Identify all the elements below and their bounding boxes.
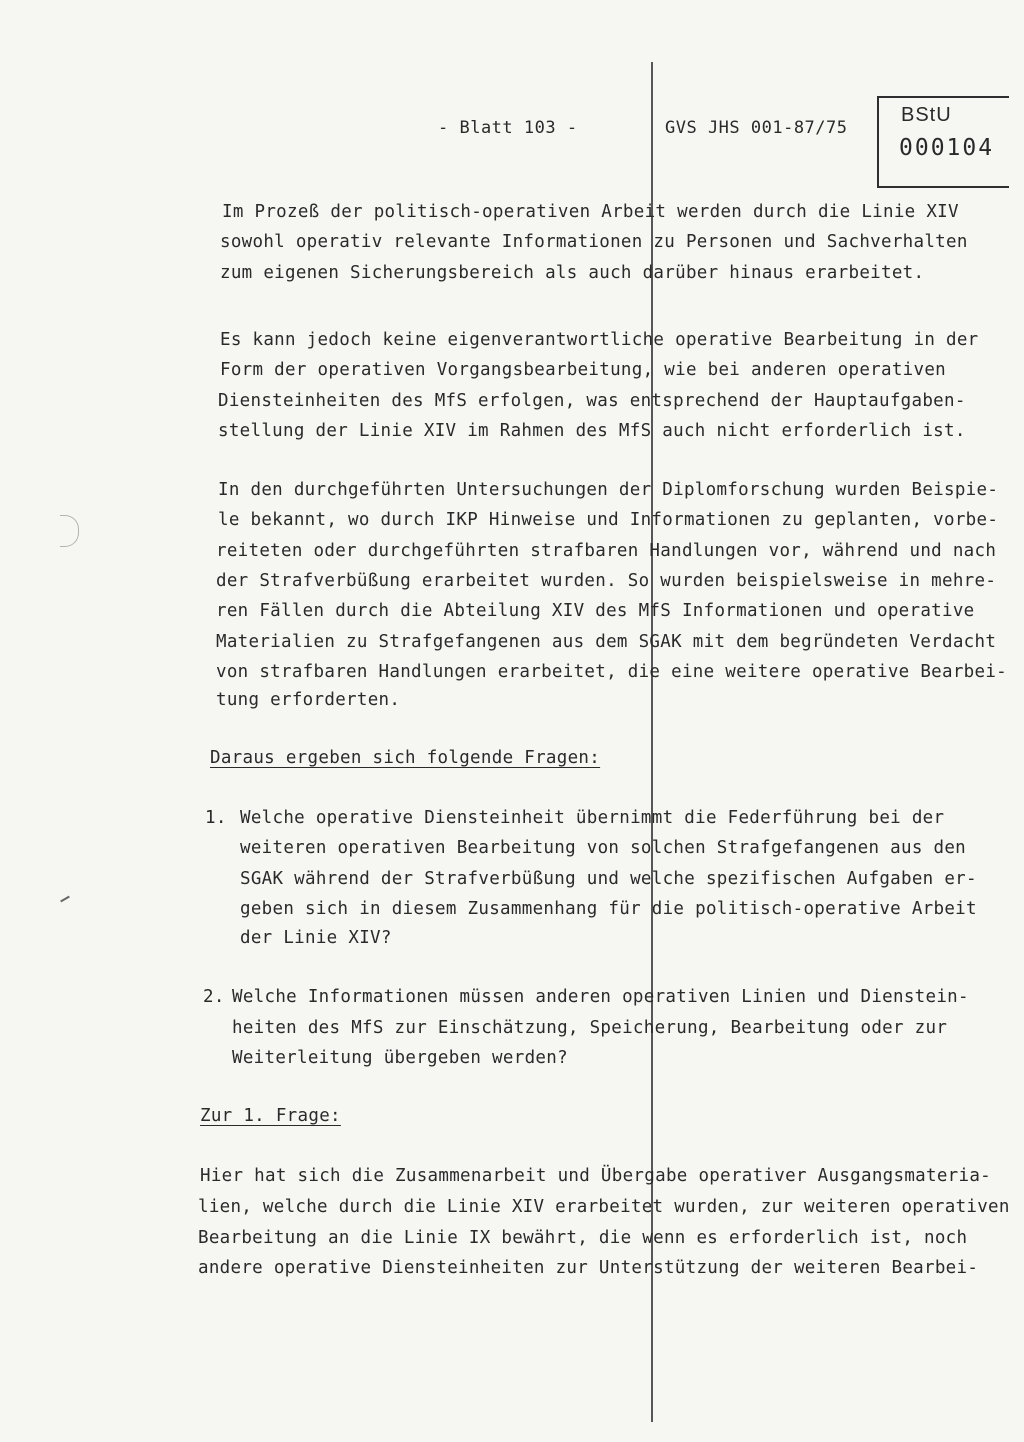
document-reference: GVS JHS 001-87/75	[665, 118, 848, 138]
text-line: le bekannt, wo durch IKP Hinweise und Informationen zu geplanten, vorbe-	[218, 510, 999, 530]
text-line: lien, welche durch die Linie XIV erarbeitet wurden, zur weiteren operativen	[198, 1197, 1010, 1217]
margin-mark	[60, 515, 79, 547]
text-line: heiten des MfS zur Einschätzung, Speicherung, Bearbeitung oder zur	[232, 1018, 948, 1038]
answer-heading: Zur 1. Frage:	[200, 1106, 341, 1126]
stamp-label: BStU	[901, 104, 952, 126]
text-line: Hier hat sich die Zusammenarbeit und Übergabe operativer Ausgangsmateria-	[200, 1166, 992, 1186]
text-line: Welche operative Diensteinheit übernimmt die Federführung bei der	[240, 808, 945, 828]
text-line: SGAK während der Strafverbüßung und welche spezifischen Aufgaben er-	[240, 869, 977, 889]
archive-stamp	[877, 96, 1009, 188]
text-line: Weiterleitung übergeben werden?	[232, 1048, 568, 1068]
text-line: der Strafverbüßung erarbeitet wurden. So wurden beispielsweise in mehre-	[216, 571, 997, 591]
page-number: - Blatt 103 -	[438, 118, 578, 138]
text-line: Welche Informationen müssen anderen operativen Linien und Dienstein-	[232, 987, 969, 1007]
text-line: Form der operativen Vorgangsbearbeitung, wie bei anderen operativen	[220, 360, 947, 380]
text-line: Bearbeitung an die Linie IX bewährt, die wenn es erforderlich ist, noch	[198, 1228, 968, 1248]
text-line: Es kann jedoch keine eigenverantwortliche operative Bearbeitung in der	[220, 330, 979, 350]
text-line: Im Prozeß der politisch-operativen Arbeit werden durch die Linie XIV	[222, 202, 959, 222]
text-line: Diensteinheiten des MfS erfolgen, was entsprechend der Hauptaufgaben-	[218, 391, 966, 411]
text-line: reiteten oder durchgeführten strafbaren Handlungen vor, während und nach	[216, 541, 997, 561]
text-line: weiteren operativen Bearbeitung von solchen Strafgefangenen aus den	[240, 838, 967, 858]
question-number: 2.	[203, 987, 225, 1007]
text-line: der Linie XIV?	[240, 928, 392, 948]
text-line: andere operative Diensteinheiten zur Unterstützung der weiteren Bearbei-	[198, 1258, 979, 1278]
questions-heading: Daraus ergeben sich folgende Fragen:	[210, 748, 601, 768]
margin-tick	[60, 896, 70, 903]
text-line: von strafbaren Handlungen erarbeitet, die eine weitere operative Bearbei-	[216, 662, 1008, 682]
text-line: In den durchgeführten Untersuchungen der Diplomforschung wurden Beispie-	[218, 480, 999, 500]
text-line: tung erforderten.	[216, 690, 401, 710]
question-number: 1.	[205, 808, 227, 828]
stamp-number: 000104	[899, 135, 995, 161]
text-line: ren Fällen durch die Abteilung XIV des MfS Informationen und operative	[216, 601, 975, 621]
text-line: stellung der Linie XIV im Rahmen des MfS auch nicht erforderlich ist.	[218, 421, 966, 441]
text-line: sowohl operativ relevante Informationen zu Personen und Sachverhalten	[220, 232, 968, 252]
text-line: Materialien zu Strafgefangenen aus dem SGAK mit dem begründeten Verdacht	[216, 632, 997, 652]
text-line: geben sich in diesem Zusammenhang für die politisch-operative Arbeit	[240, 899, 977, 919]
text-line: zum eigenen Sicherungsbereich als auch darüber hinaus erarbeitet.	[220, 263, 925, 283]
